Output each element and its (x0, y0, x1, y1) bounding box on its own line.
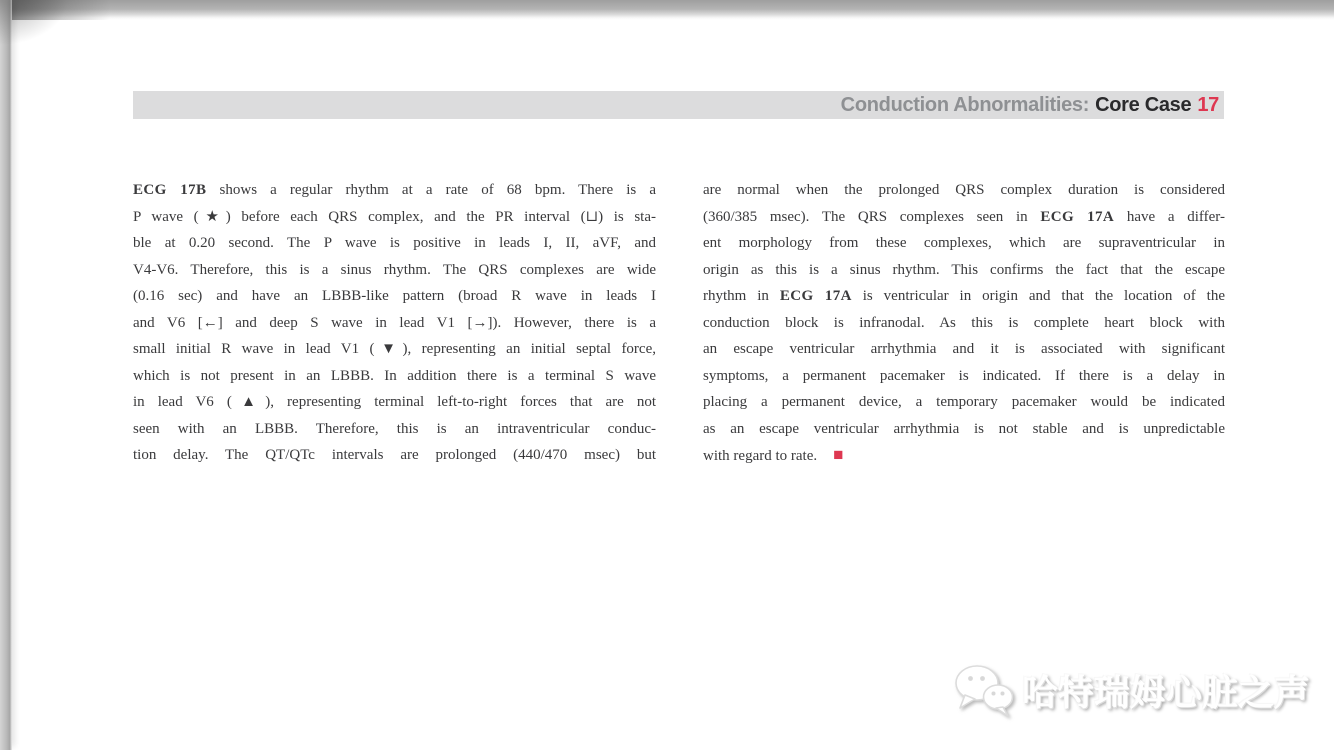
text-line: P wave (★) before each QRS complex, and the PR interval (⊔) is sta- (133, 208, 656, 225)
text-line: which is not present in an LBBB. In addition there is a terminal S wave (133, 367, 656, 384)
case-title: Core Case (1095, 93, 1192, 116)
text-line: ble at 0.20 second. The P wave is positive in leads I, II, aVF, and (133, 235, 656, 251)
text-line: V4-V6. Therefore, this is a sinus rhythm. The QRS complexes are wide (133, 261, 656, 278)
text-line: symptoms, a permanent pacemaker is indicated. If there is a delay in (703, 367, 1225, 384)
section-title: Conduction Abnormalities: (840, 93, 1090, 116)
text-line: an escape ventricular arrhythmia and it is associated with significant (703, 341, 1225, 357)
text-line: and V6 [←] and deep S wave in lead V1 [→]). However, there is a (133, 314, 656, 331)
end-of-text-square: ■ (833, 445, 844, 464)
watermark (952, 655, 1324, 725)
text-column-right (703, 177, 1225, 469)
page-corner-shadow (0, 0, 90, 70)
text-line: (360/385 msec). The QRS complexes seen in ECG 17A have a differ- (703, 208, 1225, 225)
text-line: placing a permanent device, a temporary pacemaker would be indicated (703, 394, 1225, 410)
wechat-bubbles-icon (952, 662, 1016, 718)
text-line: as an escape ventricular arrhythmia is not stable and is unpredictable (703, 420, 1225, 437)
text-line: rhythm in ECG 17A is ventricular in origin and that the location of the (703, 288, 1225, 304)
text-line: ent morphology from these complexes, which are supraventricular in (703, 235, 1225, 251)
text-line: tion delay. The QT/QTc intervals are prolonged (440/470 msec) but (133, 447, 656, 463)
text-line: ECG 17B shows a regular rhythm at a rate of 68 bpm. There is a (133, 182, 656, 198)
section-header-bar (133, 91, 1224, 119)
text-line: with regard to rate. ■ (703, 445, 844, 464)
case-number: 17 (1197, 93, 1219, 116)
text-line: are normal when the prolonged QRS complex duration is considered (703, 182, 1225, 198)
page-top-shadow-edge (0, 0, 1334, 20)
watermark-text: 哈特瑞姆心脏之声 (1022, 672, 1311, 714)
text-line: conduction block is infranodal. As this is complete heart block with (703, 314, 1225, 331)
text-line: origin as this is a sinus rhythm. This confirms the fact that the escape (703, 261, 1225, 278)
text-line: (0.16 sec) and have an LBBB-like pattern (broad R wave in leads I (133, 288, 656, 304)
text-column-left (133, 177, 656, 469)
page-left-shadow-edge (0, 0, 12, 750)
text-line: small initial R wave in lead V1 (▼), representing an initial septal force, (133, 341, 656, 357)
text-line: seen with an LBBB. Therefore, this is an intraventricular conduc- (133, 420, 656, 437)
text-line: in lead V6 (▲), representing terminal left-to-right forces that are not (133, 394, 656, 410)
